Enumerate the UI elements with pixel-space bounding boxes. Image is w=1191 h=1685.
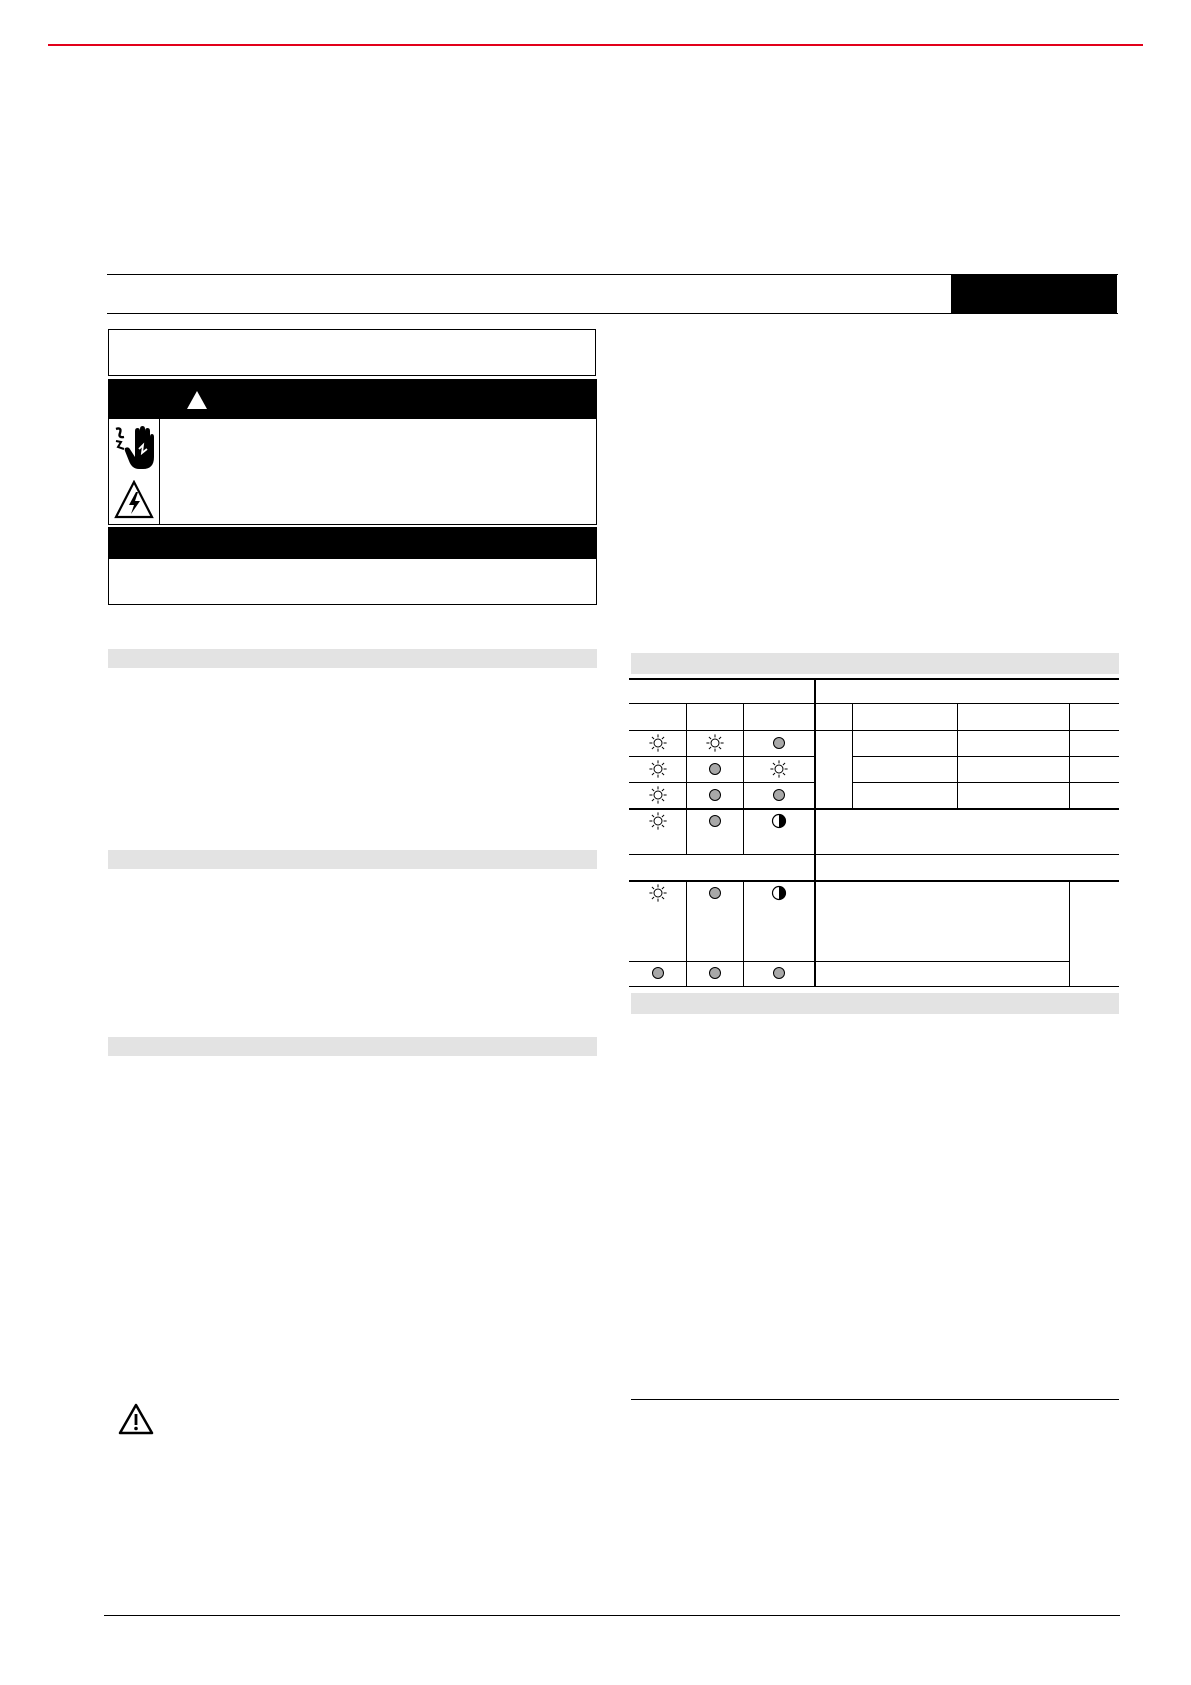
section-band-4 [631,993,1119,1014]
section-title-tab [951,274,1117,314]
electric-shock-hand-icon [113,423,155,473]
warning-triangle-icon [186,390,208,410]
top-red-rule [48,44,1143,46]
grey-dot-icon [769,963,789,983]
grey-dot-icon [705,883,725,903]
grey-dot-icon [648,963,668,983]
notice-box [108,329,596,376]
grey-dot-icon [769,785,789,805]
grey-dot-icon [769,733,789,753]
sun-icon [769,759,789,779]
caution-icon [118,1403,154,1435]
right-column-rule [631,1399,1119,1400]
note-block [108,527,597,605]
section-band-1 [108,649,597,668]
footer-rule [104,1615,1120,1616]
sun-icon [705,733,725,753]
sun-icon [648,883,668,903]
sun-icon [648,811,668,831]
high-voltage-icon [114,480,154,520]
danger-header [109,380,596,419]
sun-icon [648,759,668,779]
grey-dot-icon [705,963,725,983]
sun-icon [648,733,668,753]
danger-block [108,379,597,525]
section-band-3 [108,1037,597,1056]
section-band-2 [108,850,597,869]
half-circle-icon [769,811,789,831]
led-status-table [629,678,1119,987]
table-title-band [631,653,1119,674]
grey-dot-icon [705,759,725,779]
note-header [109,528,596,559]
grey-dot-icon [705,811,725,831]
half-circle-icon [769,883,789,903]
danger-divider [159,419,160,524]
sun-icon [648,785,668,805]
grey-dot-icon [705,785,725,805]
